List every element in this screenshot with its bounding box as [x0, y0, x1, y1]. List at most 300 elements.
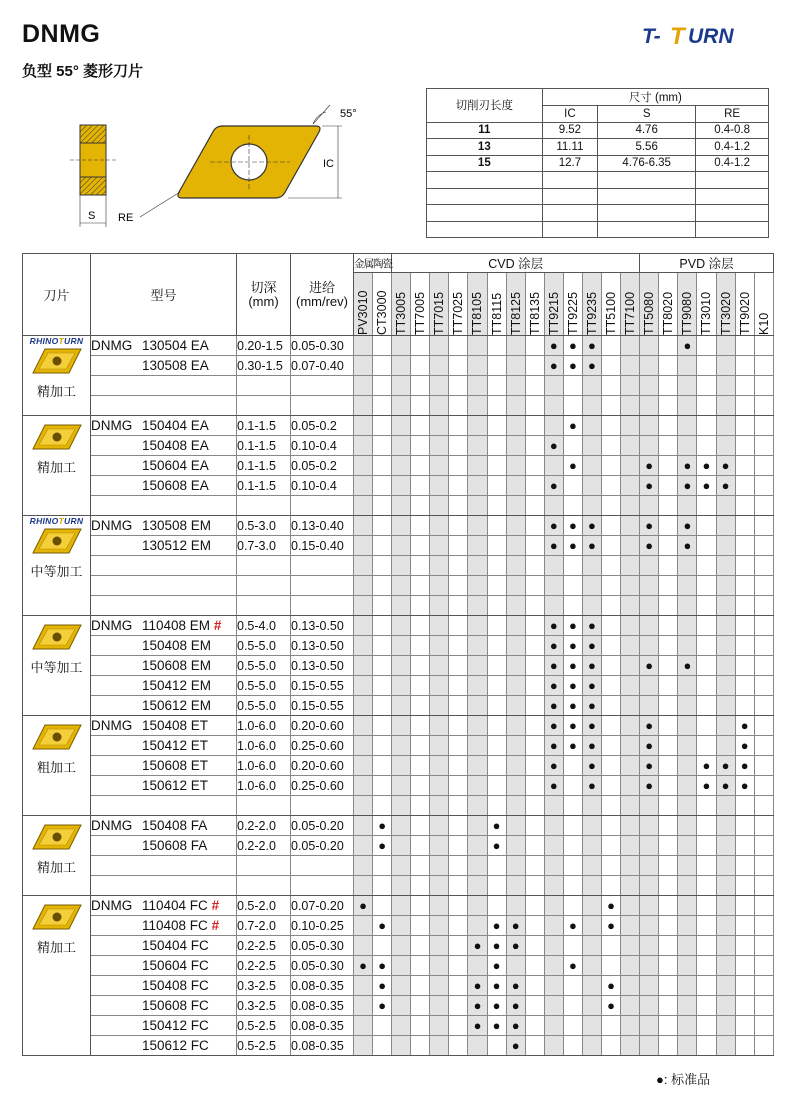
depth-value [237, 876, 291, 896]
table-row-empty [23, 576, 774, 596]
grade-cell [697, 976, 716, 996]
grade-cell [373, 596, 392, 616]
grade-cell [354, 936, 373, 956]
standard-dot: ● [702, 457, 711, 473]
grade-cell [659, 696, 678, 716]
grade-label: TT9235 [584, 291, 599, 335]
grade-cell [544, 816, 563, 836]
feed-value: 0.15-0.40 [291, 536, 354, 556]
grade-cell [449, 1016, 468, 1036]
svg-text:T-: T- [642, 25, 661, 48]
feed-value: 0.05-0.30 [291, 936, 354, 956]
grade-cell [621, 416, 640, 436]
grade-cell [373, 856, 392, 876]
standard-dot: ● [549, 737, 558, 753]
grade-cell [411, 796, 430, 816]
grade-cell [640, 676, 659, 696]
grade-cell [487, 616, 506, 636]
grade-cell [468, 896, 487, 916]
grade-cell [659, 976, 678, 996]
standard-dot: ● [702, 477, 711, 493]
grade-cell [373, 896, 392, 916]
grade-cell [640, 536, 659, 556]
grade-cell [678, 1016, 697, 1036]
grade-cell [487, 976, 506, 996]
model-code: 150608 EA [142, 478, 209, 493]
grade-cell [678, 416, 697, 436]
grade-cell [621, 516, 640, 536]
grade-cell [754, 496, 773, 516]
grade-cell [411, 676, 430, 696]
standard-dot: ● [378, 917, 387, 933]
grade-cell [487, 396, 506, 416]
grade-cell [468, 696, 487, 716]
grade-cell [659, 1036, 678, 1056]
grade-cell [563, 856, 582, 876]
grade-cell [754, 696, 773, 716]
grade-cell [754, 1036, 773, 1056]
grade-cell [468, 836, 487, 856]
standard-dot: ● [568, 957, 577, 973]
grade-cell [449, 996, 468, 1016]
grade-cell [678, 596, 697, 616]
grade-cell [544, 336, 563, 356]
grade-cell [602, 416, 621, 436]
operation-label: 粗加工 [36, 760, 76, 775]
grade-label: TT3020 [718, 291, 733, 335]
standard-dot: ● [645, 477, 654, 493]
standard-dot: ● [568, 697, 577, 713]
grade-cell [678, 696, 697, 716]
grade-cell [659, 796, 678, 816]
standard-dot: ● [645, 757, 654, 773]
grade-cell [716, 896, 735, 916]
grade-cell [544, 376, 563, 396]
grade-cell [640, 756, 659, 776]
grade-cell [678, 816, 697, 836]
insert-cell [23, 516, 91, 616]
feed-value [291, 876, 354, 896]
grade-header [754, 273, 773, 336]
grade-cell [621, 436, 640, 456]
grade-cell [411, 1036, 430, 1056]
grade-cell [487, 516, 506, 536]
standard-dot: ● [492, 977, 501, 993]
model-cell [91, 836, 237, 856]
grade-cell [487, 576, 506, 596]
grade-cell [430, 616, 449, 636]
grade-cell [468, 516, 487, 536]
grade-cell [411, 596, 430, 616]
grade-cell [697, 916, 716, 936]
grade-cell [735, 916, 754, 936]
grade-cell [544, 456, 563, 476]
grade-cell [487, 736, 506, 756]
feed-value [291, 796, 354, 816]
insert-cell [23, 416, 91, 516]
standard-dot: ● [588, 617, 596, 633]
grade-cell [354, 736, 373, 756]
grade-cell [735, 996, 754, 1016]
grade-cell [487, 856, 506, 876]
grade-cell [487, 436, 506, 456]
grade-cell [525, 336, 544, 356]
grade-cell [354, 876, 373, 896]
grade-cell [659, 736, 678, 756]
grade-cell [754, 856, 773, 876]
grade-cell [525, 736, 544, 756]
model-code: 150604 EA [142, 458, 209, 473]
grade-cell [468, 976, 487, 996]
grade-cell [487, 796, 506, 816]
grade-cell [678, 576, 697, 596]
grade-cell [544, 836, 563, 856]
grade-cell [411, 976, 430, 996]
grade-cell [373, 716, 392, 736]
grade-cell [354, 976, 373, 996]
grade-cell [392, 696, 411, 716]
svg-text:T: T [670, 23, 685, 48]
grade-cell [373, 656, 392, 676]
grade-cell [621, 376, 640, 396]
grade-cell [716, 436, 735, 456]
standard-dot: ● [588, 737, 596, 753]
standard-dot: ● [549, 537, 558, 553]
grade-cell [487, 756, 506, 776]
grade-cell [621, 696, 640, 716]
model-code: 150612 EM [142, 698, 212, 713]
model-cell [91, 736, 237, 756]
grade-cell [392, 496, 411, 516]
grade-cell [754, 436, 773, 456]
grade-cell [449, 376, 468, 396]
grade-cell [392, 356, 411, 376]
hash-mark: # [211, 918, 220, 933]
grade-cell [697, 456, 716, 476]
grade-cell [354, 656, 373, 676]
grade-cell [621, 836, 640, 856]
grade-cell [525, 516, 544, 536]
operation-label: 精加工 [36, 460, 76, 475]
grade-cell [506, 336, 525, 356]
insert-cell [23, 816, 91, 896]
grade-cell [678, 336, 697, 356]
model-cell [91, 616, 237, 636]
grade-cell [544, 976, 563, 996]
feed-value: 0.20-0.60 [291, 756, 354, 776]
grade-cell [525, 616, 544, 636]
grade-cell [525, 916, 544, 936]
table-row-empty [23, 856, 774, 876]
grade-header [392, 273, 411, 336]
grade-cell [678, 616, 697, 636]
grade-header [640, 273, 659, 336]
standard-dot: ● [549, 617, 558, 633]
grade-header [678, 273, 697, 336]
grade-cell [373, 616, 392, 636]
grade-cell [640, 916, 659, 936]
legend: ●: 标准品 [656, 1072, 711, 1087]
grade-cell [449, 356, 468, 376]
grade-cell [411, 836, 430, 856]
depth-value [237, 596, 291, 616]
grade-cell [754, 576, 773, 596]
grade-cell [544, 516, 563, 536]
standard-dot: ● [549, 717, 558, 733]
grade-cell [754, 596, 773, 616]
grade-cell [640, 1036, 659, 1056]
grade-cell [563, 796, 582, 816]
grade-cell [716, 596, 735, 616]
grade-cell [697, 476, 716, 496]
standard-dot: ● [588, 757, 596, 773]
grade-cell [659, 336, 678, 356]
grade-cell [678, 976, 697, 996]
grade-cell [449, 676, 468, 696]
grade-cell [735, 616, 754, 636]
grade-cell [697, 776, 716, 796]
grade-cell [659, 416, 678, 436]
grade-cell [449, 536, 468, 556]
grade-cell [506, 736, 525, 756]
grade-cell [735, 336, 754, 356]
re-value: 0.4-1.2 [696, 139, 769, 156]
grade-cell [468, 856, 487, 876]
grade-cell [392, 836, 411, 856]
standard-dot: ● [549, 697, 558, 713]
grade-cell [659, 916, 678, 936]
grade-cell [697, 376, 716, 396]
grade-cell [525, 556, 544, 576]
grade-cell [582, 836, 601, 856]
grade-cell [373, 416, 392, 436]
grade-cell [659, 376, 678, 396]
grade-cell [697, 836, 716, 856]
grade-cell [582, 816, 601, 836]
grade-cell [640, 576, 659, 596]
grade-cell [411, 476, 430, 496]
grade-cell [716, 376, 735, 396]
standard-dot: ● [549, 477, 558, 493]
grade-cell [544, 1036, 563, 1056]
standard-dot: ● [492, 957, 501, 973]
size-row-empty [427, 221, 769, 238]
grade-cell [449, 836, 468, 856]
grade-cell [544, 356, 563, 376]
grade-cell [525, 436, 544, 456]
table-row-empty [23, 876, 774, 896]
standard-dot: ● [378, 957, 387, 973]
grade-cell [430, 516, 449, 536]
grade-cell [697, 596, 716, 616]
feed-value: 0.05-0.2 [291, 416, 354, 436]
grade-label: TT9225 [565, 291, 580, 335]
grade-cell [621, 1016, 640, 1036]
grade-cell [506, 376, 525, 396]
depth-value: 0.5-2.0 [237, 896, 291, 916]
grade-cell [487, 356, 506, 376]
feed-value: 0.08-0.35 [291, 996, 354, 1016]
col-ic: IC [542, 106, 598, 123]
grade-cell [716, 776, 735, 796]
model-cell [91, 1016, 237, 1036]
grade-cell [659, 356, 678, 376]
grade-cell [506, 776, 525, 796]
model-cell [91, 996, 237, 1016]
grade-cell [544, 416, 563, 436]
grade-cell [716, 916, 735, 936]
grade-cell [754, 976, 773, 996]
grade-cell [392, 716, 411, 736]
grade-cell [582, 496, 601, 516]
dnmg-ea-insert-icon [31, 422, 83, 452]
standard-dot: ● [492, 997, 501, 1013]
grade-cell [754, 616, 773, 636]
feed-value: 0.07-0.40 [291, 356, 354, 376]
grade-cell [678, 656, 697, 676]
grade-cell [735, 416, 754, 436]
grade-cell [563, 636, 582, 656]
depth-value: 0.1-1.5 [237, 456, 291, 476]
grade-cell [621, 656, 640, 676]
grade-cell [697, 816, 716, 836]
grade-cell [735, 796, 754, 816]
grade-cell [754, 456, 773, 476]
model-cell [91, 936, 237, 956]
col-dimensions: 尺寸 (mm) [542, 89, 768, 106]
table-row-empty [23, 796, 774, 816]
grade-cell [640, 936, 659, 956]
table-row [23, 436, 774, 456]
grade-cell [678, 936, 697, 956]
dnmg-ea-insert-icon [31, 346, 83, 376]
standard-dot: ● [607, 977, 615, 993]
grade-cell [640, 476, 659, 496]
grade-cell [678, 636, 697, 656]
grade-cell [449, 716, 468, 736]
grade-cell [563, 596, 582, 616]
standard-dot: ● [721, 457, 730, 473]
grade-cell [373, 376, 392, 396]
grade-cell [449, 596, 468, 616]
standard-dot: ● [645, 657, 654, 673]
grade-cell [354, 476, 373, 496]
grade-cell [487, 376, 506, 396]
grade-cell [563, 756, 582, 776]
grade-cell [735, 656, 754, 676]
grade-cell [487, 876, 506, 896]
standard-dot: ● [588, 717, 596, 733]
grade-cell [392, 556, 411, 576]
grade-cell [602, 716, 621, 736]
standard-dot: ● [645, 737, 654, 753]
table-row-empty [23, 496, 774, 516]
grade-cell [506, 456, 525, 476]
grade-cell [602, 976, 621, 996]
grade-cell [373, 336, 392, 356]
grade-cell [392, 736, 411, 756]
grade-cell [411, 696, 430, 716]
grade-cell [487, 456, 506, 476]
grade-cell [716, 456, 735, 476]
grade-table [22, 253, 774, 1056]
depth-value: 0.3-2.5 [237, 996, 291, 1016]
grade-cell [392, 536, 411, 556]
grade-cell [716, 756, 735, 776]
grade-cell [411, 516, 430, 536]
grade-cell [544, 736, 563, 756]
grade-cell [735, 376, 754, 396]
grade-cell [411, 616, 430, 636]
grade-cell [544, 1016, 563, 1036]
grade-cell [716, 996, 735, 1016]
insert-cell [23, 616, 91, 716]
grade-cell [506, 516, 525, 536]
grade-cell [678, 396, 697, 416]
grade-cell [525, 956, 544, 976]
grade-cell [678, 436, 697, 456]
depth-value: 0.20-1.5 [237, 336, 291, 356]
grade-cell [506, 896, 525, 916]
model-cell [91, 516, 237, 536]
model-cell [91, 976, 237, 996]
grade-header [659, 273, 678, 336]
insert-cell [23, 336, 91, 416]
feed-value: 0.20-0.60 [291, 716, 354, 736]
grade-cell [373, 496, 392, 516]
standard-dot: ● [568, 357, 577, 373]
grade-cell [716, 516, 735, 536]
grade-cell [640, 816, 659, 836]
depth-value: 0.5-2.5 [237, 1016, 291, 1036]
grade-cell [735, 556, 754, 576]
grade-cell [563, 536, 582, 556]
grade-cell [563, 816, 582, 836]
grade-cell [411, 496, 430, 516]
angle-label: 55° [340, 108, 357, 120]
table-row [23, 416, 774, 436]
depth-value: 0.2-2.5 [237, 936, 291, 956]
grade-cell [659, 876, 678, 896]
grade-label: TT7100 [623, 291, 638, 335]
grade-cell [697, 436, 716, 456]
standard-dot: ● [511, 917, 520, 933]
grade-cell [506, 596, 525, 616]
insert-cell [23, 896, 91, 1056]
grade-cell [735, 356, 754, 376]
grade-cell [678, 496, 697, 516]
grade-cell [392, 516, 411, 536]
grade-cell [563, 876, 582, 896]
grade-cell [354, 796, 373, 816]
standard-dot: ● [588, 697, 596, 713]
grade-cell [449, 416, 468, 436]
operation-label: 中等加工 [30, 660, 83, 675]
grade-cell [411, 756, 430, 776]
grade-cell [640, 376, 659, 396]
grade-cell [449, 876, 468, 896]
grade-cell [735, 736, 754, 756]
depth-value [237, 556, 291, 576]
grade-cell [563, 836, 582, 856]
grade-cell [602, 696, 621, 716]
grade-cell [449, 736, 468, 756]
operation-label: 精加工 [36, 860, 76, 875]
grade-cell [430, 836, 449, 856]
grade-cell [430, 936, 449, 956]
depth-value: 0.1-1.5 [237, 416, 291, 436]
grade-cell [373, 916, 392, 936]
